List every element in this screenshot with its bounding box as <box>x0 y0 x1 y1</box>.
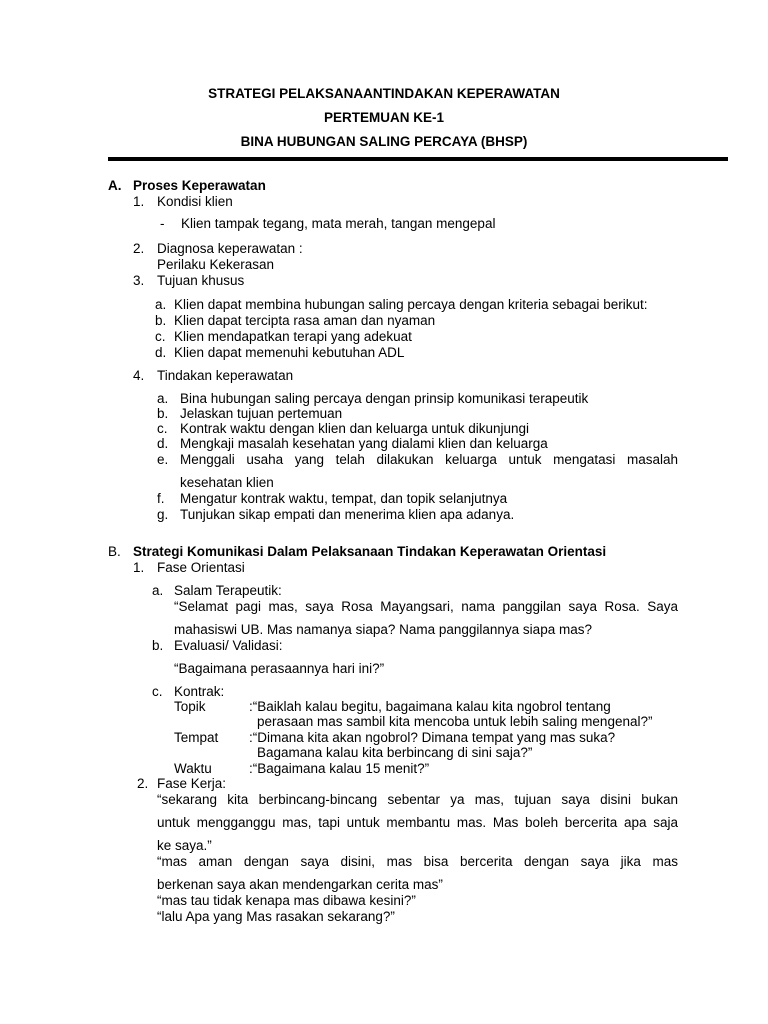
kontrak-topik-key: Topik <box>174 699 206 714</box>
list-item: Klien dapat tercipta rasa aman dan nyaman <box>174 313 436 328</box>
list-item: Bina hubungan saling percaya dengan prinsip komunikasi terapeutik <box>180 391 589 406</box>
item-label-diagnosa: Diagnosa keperawatan : <box>157 241 303 256</box>
item-number: 1. <box>133 560 145 575</box>
section-a-title: Proses Keperawatan <box>133 178 266 193</box>
list-item: Mengatur kontrak waktu, tempat, dan topik selanjutnya <box>180 491 508 506</box>
list-item-continuation: kesehatan klien <box>180 475 274 490</box>
kerja-text-line: berkenan saya akan mendengarkan cerita mas” <box>157 877 443 892</box>
doc-subtitle-topic: BINA HUBUNGAN SALING PERCAYA (BHSP) <box>240 134 528 149</box>
section-a-marker: A. <box>108 178 122 193</box>
list-marker: c. <box>152 684 163 699</box>
kerja-text-line: “sekarang kita berbincang-bincang sebentar ya mas, tujuan saya disini bukan <box>157 792 678 807</box>
list-item: Mengkaji masalah kesehatan yang dialami klien dan keluarga <box>180 436 548 451</box>
kontrak-waktu-value: :“Bagaimana kalau 15 menit?” <box>249 761 430 776</box>
list-marker: b. <box>155 313 167 328</box>
item-label-tujuan: Tujuan khusus <box>157 273 245 288</box>
header-divider <box>108 157 728 161</box>
item-number: 2. <box>133 241 145 256</box>
item-number: 4. <box>133 368 145 383</box>
item-number: 1. <box>133 194 145 209</box>
list-marker: b. <box>152 638 164 653</box>
list-marker: b. <box>157 406 169 421</box>
list-item: Klien dapat membina hubungan saling percaya dengan kriteria sebagai berikut: <box>174 297 648 312</box>
kontrak-waktu-key: Waktu <box>174 761 212 776</box>
list-item: Klien mendapatkan terapi yang adekuat <box>174 329 412 344</box>
kontrak-tempat-value-cont: Bagamana kalau kita berbincang di sini saja?” <box>257 745 533 760</box>
kerja-text-line: “mas tau tidak kenapa mas dibawa kesini?” <box>157 893 416 908</box>
list-marker: a. <box>152 583 164 598</box>
list-item: Jelaskan tujuan pertemuan <box>180 406 343 421</box>
fase-kerja-label: Fase Kerja: <box>157 776 227 791</box>
list-marker: d. <box>157 436 169 451</box>
diagnosa-value: Perilaku Kekerasan <box>157 257 275 272</box>
section-b-title: Strategi Komunikasi Dalam Pelaksanaan Tindakan Keperawatan Orientasi <box>133 544 607 559</box>
kontrak-label: Kontrak: <box>174 684 225 699</box>
list-marker: a. <box>157 391 169 406</box>
kerja-text-line: untuk mengganggu mas, tapi untuk membantu mas. Mas boleh bercerita apa saja <box>157 815 678 830</box>
list-marker: f. <box>157 491 165 506</box>
list-item: Kontrak waktu dengan klien dan keluarga untuk dikunjungi <box>180 421 529 436</box>
salam-text-line2: mahasiswi UB. Mas namanya siapa? Nama panggilannya siapa mas? <box>174 622 592 637</box>
evaluasi-label: Evaluasi/ Validasi: <box>174 638 283 653</box>
kontrak-topik-value-cont: perasaan mas sambil kita mencoba untuk lebih saling mengenal?” <box>257 714 653 729</box>
kontrak-tempat-key: Tempat <box>174 730 219 745</box>
section-b-marker: B. <box>108 544 121 559</box>
fase-orientasi-label: Fase Orientasi <box>157 560 245 575</box>
doc-title: STRATEGI PELAKSANAANTINDAKAN KEPERAWATAN <box>208 86 560 101</box>
evaluasi-quote: “Bagaimana perasaannya hari ini?” <box>174 661 385 676</box>
kerja-text-line: “lalu Apa yang Mas rasakan sekarang?” <box>157 909 395 924</box>
kerja-text-line: ke saya.” <box>157 838 212 853</box>
salam-label: Salam Terapeutik: <box>174 583 282 598</box>
list-item: Tunjukan sikap empati dan menerima klien apa adanya. <box>180 507 515 522</box>
doc-subtitle-meeting: PERTEMUAN KE-1 <box>323 110 444 125</box>
item-label-kondisi: Kondisi klien <box>157 194 233 209</box>
item-number: 2. <box>137 776 149 791</box>
list-marker: c. <box>157 421 168 436</box>
kondisi-detail: Klien tampak tegang, mata merah, tangan mengepal <box>181 216 496 231</box>
list-marker: e. <box>157 452 169 467</box>
kerja-text-line: “mas aman dengan saya disini, mas bisa bercerita dengan saya jika mas <box>157 854 678 869</box>
kontrak-tempat-value: :“Dimana kita akan ngobrol? Dimana tempat yang mas suka? <box>249 730 616 745</box>
list-marker: d. <box>155 345 167 360</box>
list-item: Klien dapat memenuhi kebutuhan ADL <box>174 345 405 360</box>
list-marker: a. <box>155 297 167 312</box>
list-item: Menggali usaha yang telah dilakukan keluarga untuk mengatasi masalah <box>180 452 678 467</box>
salam-text-line1: “Selamat pagi mas, saya Rosa Mayangsari, nama panggilan saya Rosa. Saya <box>174 599 678 614</box>
list-marker: c. <box>155 329 166 344</box>
item-number: 3. <box>133 273 145 288</box>
dash-bullet: - <box>160 216 165 231</box>
list-marker: g. <box>157 507 169 522</box>
kontrak-topik-value: :“Baiklah kalau begitu, bagaimana kalau kita ngobrol tentang <box>249 699 611 714</box>
item-label-tindakan: Tindakan keperawatan <box>157 368 294 383</box>
